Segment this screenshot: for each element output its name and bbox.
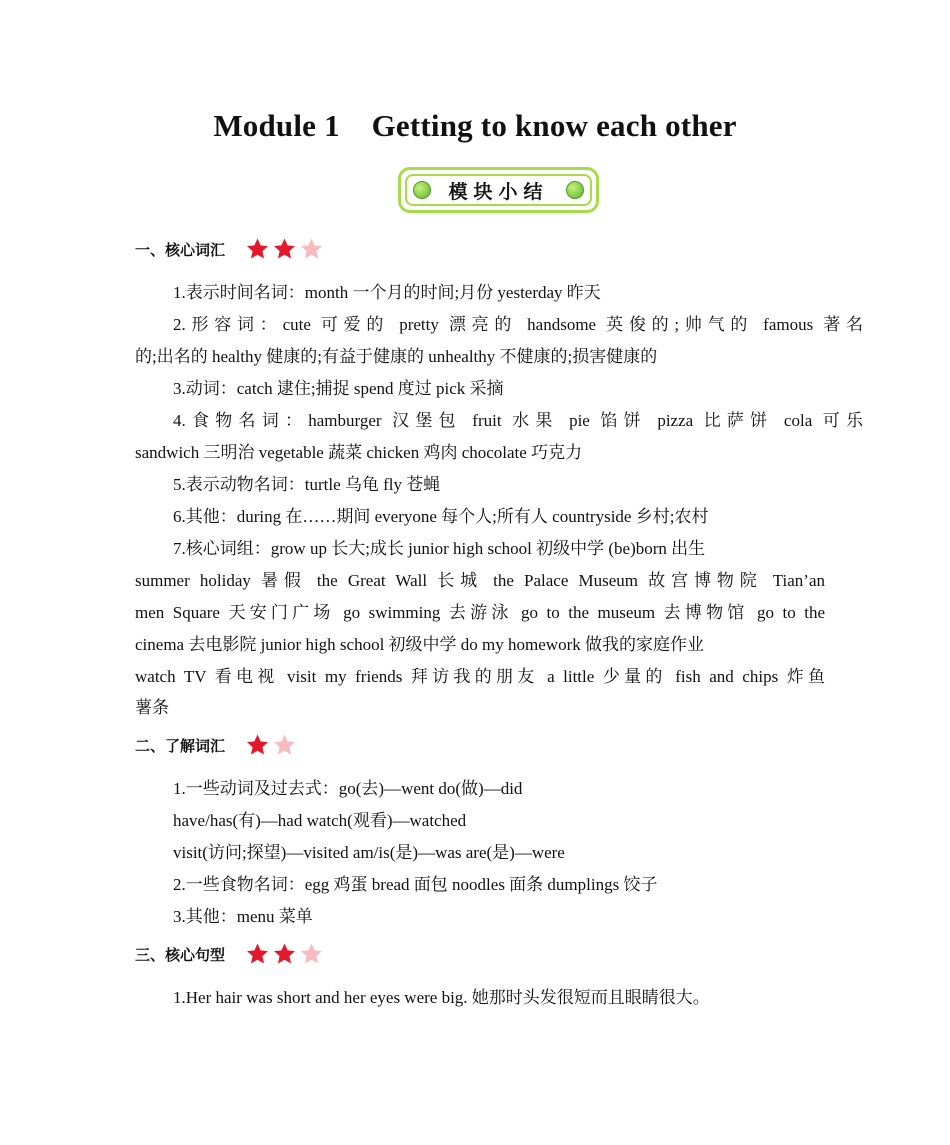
rating-stars (245, 733, 299, 757)
text-line: 4.食物名词：hamburger 汉堡包 fruit 水果 pie 馅饼 pizza 比萨饼 cola 可乐 (173, 411, 863, 430)
text-line: 薯条 (135, 698, 169, 717)
badge-label: 模块小结 (448, 180, 549, 203)
section-heading-text: 一、核心词汇 (135, 240, 226, 259)
text-line: 2.形容词：cute 可爱的 pretty 漂亮的 handsome 英俊的;帅气的 famous 著名 (173, 315, 863, 334)
text-line: 的;出名的 healthy 健康的;有益于健康的 unhealthy 不健康的;损害健康的 (135, 347, 658, 366)
text-line: watch TV 看电视 visit my friends 拜访我的朋友 a little 少量的 fish and chips 炸鱼 (135, 667, 825, 686)
module-summary-badge (398, 167, 599, 213)
section-heading-understand-vocab (135, 733, 299, 757)
text-line: 6.其他：during 在……期间 everyone 每个人;所有人 countryside 乡村;农村 (173, 507, 709, 526)
text-line: 1.一些动词及过去式：go(去)—went do(做)—did (173, 779, 523, 798)
section-heading-core-vocab (135, 237, 326, 261)
section-heading-core-sentences (135, 942, 326, 966)
text-line: visit(访问;探望)—visited am/is(是)—was are(是)—were (173, 843, 565, 862)
star-filled-icon (272, 237, 297, 261)
star-faded-icon (299, 237, 324, 261)
section-heading-text: 二、了解词汇 (135, 736, 226, 755)
star-filled-icon (245, 237, 270, 261)
section-heading-text: 三、核心句型 (135, 945, 226, 964)
text-line: 3.动词：catch 逮住;捕捉 spend 度过 pick 采摘 (173, 379, 504, 398)
rating-stars (245, 237, 326, 261)
text-line: 2.一些食物名词：egg 鸡蛋 bread 面包 noodles 面条 dumplings 饺子 (173, 875, 658, 894)
rating-stars (245, 942, 326, 966)
star-filled-icon (245, 733, 270, 757)
text-line: 1.表示时间名词：month 一个月的时间;月份 yesterday 昨天 (173, 283, 601, 302)
text-line: 7.核心词组：grow up 长大;成长 junior high school 初级中学 (be)born 出生 (173, 539, 706, 558)
text-line: sandwich 三明治 vegetable 蔬菜 chicken 鸡肉 chocolate 巧克力 (135, 443, 583, 462)
star-filled-icon (245, 942, 270, 966)
green-dot-icon (566, 181, 584, 199)
star-faded-icon (299, 942, 324, 966)
text-line: men Square 天安门广场 go swimming 去游泳 go to the museum 去博物馆 go to the (135, 603, 825, 622)
text-line: have/has(有)—had watch(观看)—watched (173, 811, 467, 830)
text-line: 3.其他：menu 菜单 (173, 907, 313, 926)
star-faded-icon (272, 733, 297, 757)
star-filled-icon (272, 942, 297, 966)
text-line: summer holiday 暑假 the Great Wall 长城 the Palace Museum 故宫博物院 Tian’an (135, 571, 825, 590)
text-line: 1.Her hair was short and her eyes were big. 她那时头发很短而且眼睛很大。 (173, 988, 710, 1007)
text-line: cinema 去电影院 junior high school 初级中学 do my homework 做我的家庭作业 (135, 635, 704, 654)
text-line: 5.表示动物名词：turtle 乌龟 fly 苍蝇 (173, 475, 441, 494)
green-dot-icon (413, 181, 431, 199)
page-title: Module 1 Getting to know each other (213, 108, 737, 143)
